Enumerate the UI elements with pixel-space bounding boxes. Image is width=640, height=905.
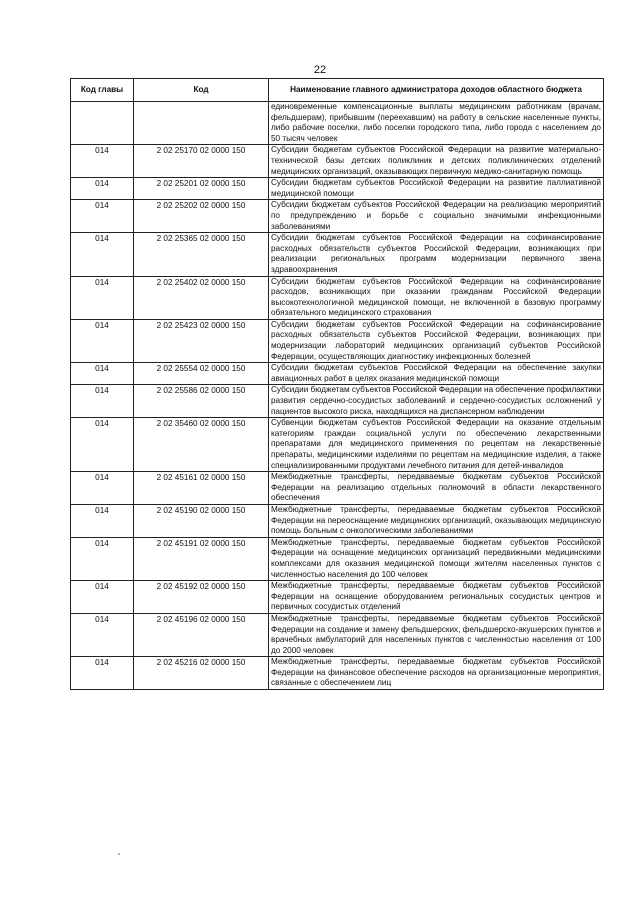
administrator-name-cell: Субсидии бюджетам субъектов Российской Федерации на софинансирование расходных обязательств субъектов Российской Федерации, возникающих при реализации региональных программ модернизации первичного звена здравоохранения — [269, 233, 604, 276]
budget-code-cell: 2 02 25170 02 0000 150 — [134, 145, 269, 178]
budget-code-cell: 2 02 25554 02 0000 150 — [134, 363, 269, 385]
table-body — [71, 102, 604, 690]
administrator-name-cell: Межбюджетные трансферты, передаваемые бюджетам субъектов Российской Федерации на создание и замену фельдшерских, фельдшерско-акушерских пунктов и врачебных амбулаторий для населенных пунктов с численностью населения от 100 до 2000 человек — [269, 613, 604, 656]
administrator-name-cell: Субвенции бюджетам субъектов Российской Федерации на оказание отдельным категориям граждан социальной услуги по обеспечению лекарственными препаратами для медицинского применения по рецептам на лекарственные препараты, медицинскими изделиями по рецептам на медицинские изделия, а также специализированными продуктами лечебного питания для детей-инвалидов — [269, 418, 604, 472]
chapter-code-cell — [71, 102, 134, 145]
administrator-name-cell: Субсидии бюджетам субъектов Российской Федерации на реализацию мероприятий по предупреждению и борьбе с социально значимыми инфекционными заболеваниями — [269, 200, 604, 233]
table-row — [71, 657, 604, 690]
administrator-name-cell: Субсидии бюджетам субъектов Российской Федерации на развитие паллиативной медицинской помощи — [269, 178, 604, 200]
administrator-name-cell: Межбюджетные трансферты, передаваемые бюджетам субъектов Российской Федерации на реализацию отдельных полномочий в области лекарственного обеспечения — [269, 472, 604, 505]
table-row — [71, 102, 604, 145]
budget-code-cell: 2 02 25201 02 0000 150 — [134, 178, 269, 200]
table-row — [71, 537, 604, 580]
administrator-name-cell: Межбюджетные трансферты, передаваемые бюджетам субъектов Российской Федерации на переоснащение медицинских организаций, оказывающих медицинскую помощь больным с онкологическими заболеваниями — [269, 504, 604, 537]
table-row — [71, 385, 604, 418]
chapter-code-cell: 014 — [71, 145, 134, 178]
table-row — [71, 363, 604, 385]
chapter-code-cell: 014 — [71, 613, 134, 656]
budget-code-cell: 2 02 45191 02 0000 150 — [134, 537, 269, 580]
budget-code-cell: 2 02 25365 02 0000 150 — [134, 233, 269, 276]
table-row — [71, 472, 604, 505]
table-row — [71, 418, 604, 472]
administrator-name-cell: Субсидии бюджетам субъектов Российской Федерации на развитие материально-технической базы детских поликлиник и детских поликлинических отделений медицинских организаций, оказывающих первичную медико-санитарную помощь — [269, 145, 604, 178]
chapter-code-cell: 014 — [71, 385, 134, 418]
table-header-row — [71, 79, 604, 102]
chapter-code-cell: 014 — [71, 581, 134, 614]
budget-code-cell — [134, 102, 269, 145]
budget-code-cell: 2 02 45216 02 0000 150 — [134, 657, 269, 690]
administrator-name-cell: Межбюджетные трансферты, передаваемые бюджетам субъектов Российской Федерации на оснащение оборудованием региональных сосудистых центров и первичных сосудистых отделений — [269, 581, 604, 614]
table-row — [71, 581, 604, 614]
budget-code-cell: 2 02 45161 02 0000 150 — [134, 472, 269, 505]
table-row — [71, 233, 604, 276]
administrator-name-cell: единовременные компенсационные выплаты медицинским работникам (врачам, фельдшерам), прибывшим (переехавшим) на работу в сельские населенные пункты, либо рабочие поселки, либо поселки городского типа, либо города с населением до 50 тысяч человек — [269, 102, 604, 145]
administrator-name-cell: Субсидии бюджетам субъектов Российской Федерации на софинансирование расходов, возникающих при оказании гражданам Российской Федерации высокотехнологичной медицинской помощи, не включенной в базовую программу обязательного медицинского страхования — [269, 276, 604, 319]
table-row — [71, 613, 604, 656]
header-code: Код — [134, 79, 269, 102]
chapter-code-cell: 014 — [71, 178, 134, 200]
budget-code-cell: 2 02 25202 02 0000 150 — [134, 200, 269, 233]
administrator-name-cell: Межбюджетные трансферты, передаваемые бюджетам субъектов Российской Федерации на оснащение медицинских организаций передвижными медицинскими комплексами для оказания медицинской помощи жителям населенных пунктов с численностью населения до 100 человек — [269, 537, 604, 580]
header-chapter-code: Код главы — [71, 79, 134, 102]
chapter-code-cell: 014 — [71, 504, 134, 537]
chapter-code-cell: 014 — [71, 537, 134, 580]
table-row — [71, 504, 604, 537]
budget-code-cell: 2 02 45190 02 0000 150 — [134, 504, 269, 537]
chapter-code-cell: 014 — [71, 657, 134, 690]
budget-code-cell: 2 02 25586 02 0000 150 — [134, 385, 269, 418]
administrator-name-cell: Субсидии бюджетам субъектов Российской Федерации на софинансирование расходных обязательств субъектов Российской Федерации, возникающих при модернизации лабораторий медицинских организаций субъектов Российской Федерации, осуществляющих диагностику инфекционных болезней — [269, 319, 604, 362]
budget-code-cell: 2 02 25402 02 0000 150 — [134, 276, 269, 319]
table-row — [71, 319, 604, 362]
chapter-code-cell: 014 — [71, 418, 134, 472]
administrator-name-cell: Межбюджетные трансферты, передаваемые бюджетам субъектов Российской Федерации на финансовое обеспечение расходов на организационные мероприятия, связанные с обеспечением лиц — [269, 657, 604, 690]
administrator-name-cell: Субсидии бюджетам субъектов Российской Федерации на обеспечение профилактики развития сердечно-сосудистых заболеваний и сердечно-сосудистых осложнений у пациентов высокого риска, находящихся на диспансерном наблюдении — [269, 385, 604, 418]
chapter-code-cell: 014 — [71, 363, 134, 385]
chapter-code-cell: 014 — [71, 233, 134, 276]
table-row — [71, 178, 604, 200]
table-row — [71, 200, 604, 233]
chapter-code-cell: 014 — [71, 200, 134, 233]
budget-code-cell: 2 02 45196 02 0000 150 — [134, 613, 269, 656]
chapter-code-cell: 014 — [71, 276, 134, 319]
budget-code-cell: 2 02 35460 02 0000 150 — [134, 418, 269, 472]
chapter-code-cell: 014 — [71, 472, 134, 505]
chapter-code-cell: 014 — [71, 319, 134, 362]
scan-speck — [118, 853, 120, 855]
administrator-name-cell: Субсидии бюджетам субъектов Российской Федерации на обеспечение закупки авиационных работ в целях оказания медицинской помощи — [269, 363, 604, 385]
table-row — [71, 276, 604, 319]
budget-code-cell: 2 02 25423 02 0000 150 — [134, 319, 269, 362]
table-row — [71, 145, 604, 178]
header-administrator-name: Наименование главного администратора доходов областного бюджета — [269, 79, 604, 102]
revenue-administrators-table — [70, 78, 604, 690]
page-number: 22 — [313, 64, 327, 76]
budget-code-cell: 2 02 45192 02 0000 150 — [134, 581, 269, 614]
